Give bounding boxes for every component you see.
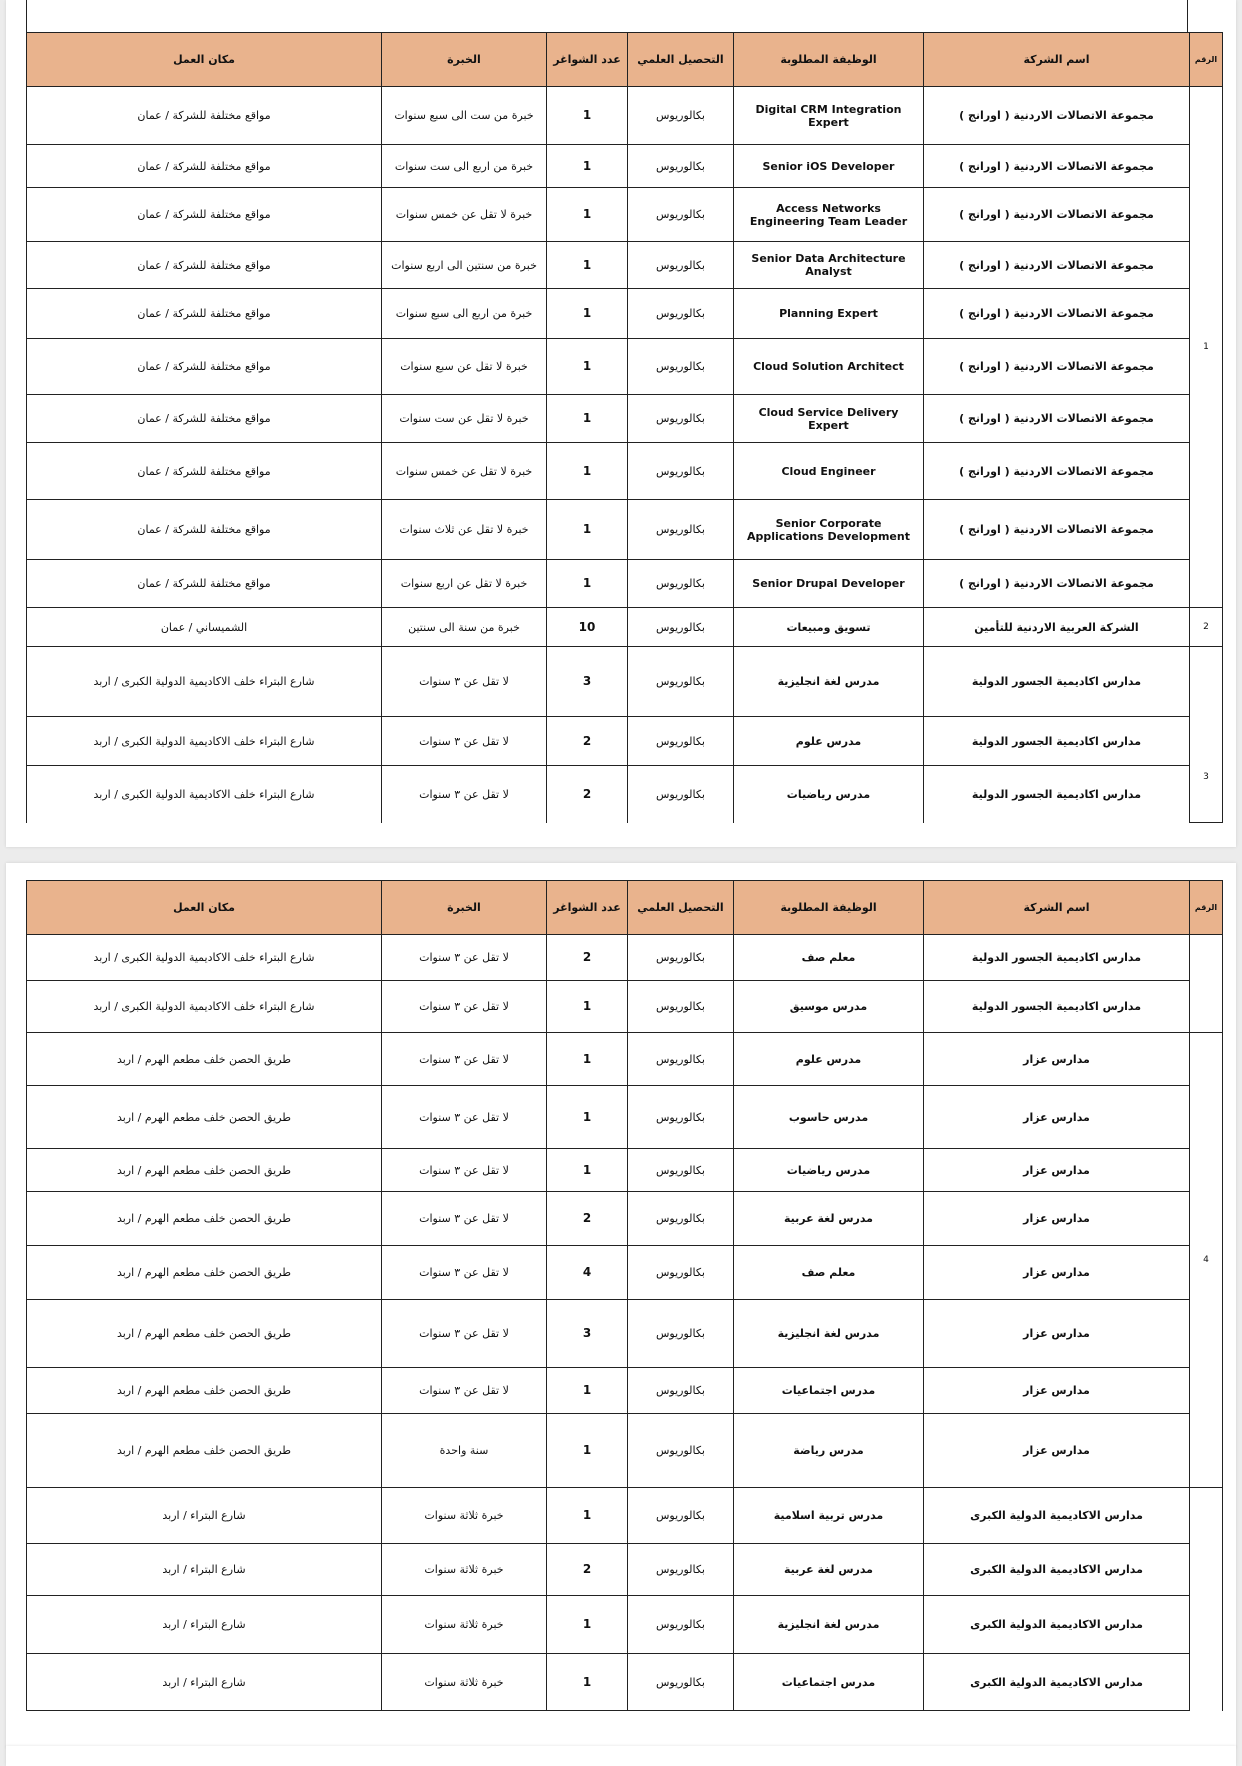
company-cell: مجموعة الاتصالات الاردنية ( اورانج ) (924, 87, 1190, 145)
company-cell: مجموعة الاتصالات الاردنية ( اورانج ) (924, 188, 1190, 242)
document-page-1 (6, 0, 1236, 847)
job-cell: Digital CRM Integration Expert (734, 87, 924, 145)
company-cell: مجموعة الاتصالات الاردنية ( اورانج ) (924, 242, 1190, 289)
experience-cell: لا تقل عن ٣ سنوات (382, 717, 547, 766)
job-cell: Senior Corporate Applications Development (734, 500, 924, 560)
experience-cell: خبرة من سنتين الى اربع سنوات (382, 242, 547, 289)
table-row (27, 1596, 1223, 1654)
location-cell: مواقع مختلفة للشركة / عمان (27, 560, 382, 608)
company-cell: مدارس اكاديمية الجسور الدولية (924, 717, 1190, 766)
header-education: التحصيل العلمي (628, 881, 734, 935)
location-cell: مواقع مختلفة للشركة / عمان (27, 395, 382, 443)
experience-cell: لا تقل عن ٣ سنوات (382, 1246, 547, 1300)
location-cell: مواقع مختلفة للشركة / عمان (27, 145, 382, 188)
header-vacancies: عدد الشواغر (547, 881, 628, 935)
company-cell: مدارس الاكاديمية الدولية الكبرى (924, 1544, 1190, 1596)
experience-cell: لا تقل عن ٣ سنوات (382, 766, 547, 823)
education-cell: بكالوريوس (628, 1544, 734, 1596)
group-index: 3 (1190, 647, 1223, 823)
experience-cell: خبرة لا تقل عن خمس سنوات (382, 443, 547, 500)
experience-cell: سنة واحدة (382, 1414, 547, 1488)
company-cell: مجموعة الاتصالات الاردنية ( اورانج ) (924, 443, 1190, 500)
education-cell: بكالوريوس (628, 443, 734, 500)
job-cell: مدرس تربية اسلامية (734, 1488, 924, 1544)
table-row (27, 1368, 1223, 1414)
header-experience: الخبرة (382, 881, 547, 935)
experience-cell: لا تقل عن ٣ سنوات (382, 935, 547, 981)
job-cell: مدرس رياضيات (734, 1149, 924, 1192)
education-cell: بكالوريوس (628, 766, 734, 823)
header-company: اسم الشركة (924, 881, 1190, 935)
company-cell: مدارس الاكاديمية الدولية الكبرى (924, 1596, 1190, 1654)
experience-cell: لا تقل عن ٣ سنوات (382, 1033, 547, 1086)
education-cell: بكالوريوس (628, 1654, 734, 1711)
location-cell: طريق الحصن خلف مطعم الهرم / اربد (27, 1149, 382, 1192)
company-cell: مدارس اكاديمية الجسور الدولية (924, 647, 1190, 717)
vacancies-cell: 3 (547, 1300, 628, 1368)
vacancies-cell: 1 (547, 1149, 628, 1192)
vacancies-cell: 10 (547, 608, 628, 647)
vacancies-cell: 1 (547, 1086, 628, 1149)
jobs-table-page-2 (26, 880, 1223, 1711)
experience-cell: خبرة من اربع الى سبع سنوات (382, 289, 547, 339)
vacancies-cell: 1 (547, 1414, 628, 1488)
location-cell: مواقع مختلفة للشركة / عمان (27, 443, 382, 500)
table-row (27, 443, 1223, 500)
header-index: الرقم (1190, 881, 1223, 935)
experience-cell: خبرة لا تقل عن اربع سنوات (382, 560, 547, 608)
location-cell: مواقع مختلفة للشركة / عمان (27, 242, 382, 289)
education-cell: بكالوريوس (628, 560, 734, 608)
vacancies-cell: 1 (547, 145, 628, 188)
header-location: مكان العمل (27, 881, 382, 935)
table-row (27, 1086, 1223, 1149)
vacancies-cell: 1 (547, 1488, 628, 1544)
job-cell: Access Networks Engineering Team Leader (734, 188, 924, 242)
location-cell: شارع البتراء خلف الاكاديمية الدولية الكبرى / اربد (27, 647, 382, 717)
vacancies-cell: 1 (547, 188, 628, 242)
location-cell: مواقع مختلفة للشركة / عمان (27, 289, 382, 339)
vacancies-cell: 1 (547, 500, 628, 560)
table-row (27, 1488, 1223, 1544)
experience-cell: خبرة ثلاثة سنوات (382, 1488, 547, 1544)
table-row (27, 1414, 1223, 1488)
table-row (27, 560, 1223, 608)
header-company: اسم الشركة (924, 33, 1190, 87)
location-cell: شارع البتراء خلف الاكاديمية الدولية الكبرى / اربد (27, 935, 382, 981)
table-row (27, 339, 1223, 395)
education-cell: بكالوريوس (628, 1033, 734, 1086)
education-cell: بكالوريوس (628, 289, 734, 339)
location-cell: شارع البتراء / اربد (27, 1654, 382, 1711)
job-cell: Cloud Service Delivery Expert (734, 395, 924, 443)
experience-cell: خبرة ثلاثة سنوات (382, 1544, 547, 1596)
job-cell: Senior iOS Developer (734, 145, 924, 188)
vacancies-cell: 4 (547, 1246, 628, 1300)
location-cell: طريق الحصن خلف مطعم الهرم / اربد (27, 1033, 382, 1086)
vacancies-cell: 2 (547, 935, 628, 981)
table-row (27, 1246, 1223, 1300)
education-cell: بكالوريوس (628, 1596, 734, 1654)
company-cell: مجموعة الاتصالات الاردنية ( اورانج ) (924, 145, 1190, 188)
vacancies-cell: 1 (547, 981, 628, 1033)
table-row (27, 717, 1223, 766)
document-page-3 (6, 1746, 1236, 1766)
group-index: 1 (1190, 87, 1223, 608)
job-cell: مدرس لغة عربية (734, 1192, 924, 1246)
job-cell: معلم صف (734, 1246, 924, 1300)
table-row (27, 188, 1223, 242)
location-cell: شارع البتراء خلف الاكاديمية الدولية الكبرى / اربد (27, 766, 382, 823)
company-cell: مدارس اكاديمية الجسور الدولية (924, 981, 1190, 1033)
company-cell: مدارس عزار (924, 1368, 1190, 1414)
table-row (27, 242, 1223, 289)
company-cell: مدارس عزار (924, 1246, 1190, 1300)
location-cell: شارع البتراء / اربد (27, 1544, 382, 1596)
company-cell: مدارس الاكاديمية الدولية الكبرى (924, 1654, 1190, 1711)
company-cell: مجموعة الاتصالات الاردنية ( اورانج ) (924, 289, 1190, 339)
education-cell: بكالوريوس (628, 1086, 734, 1149)
header-education: التحصيل العلمي (628, 33, 734, 87)
job-cell: Senior Data Architecture Analyst (734, 242, 924, 289)
experience-cell: لا تقل عن ٣ سنوات (382, 647, 547, 717)
job-cell: مدرس موسيق (734, 981, 924, 1033)
job-cell: مدرس رياضيات (734, 766, 924, 823)
header-job: الوظيفة المطلوبة (734, 881, 924, 935)
header-experience: الخبرة (382, 33, 547, 87)
vacancies-cell: 1 (547, 443, 628, 500)
experience-cell: خبرة لا تقل عن ثلاث سنوات (382, 500, 547, 560)
job-cell: مدرس اجتماعيات (734, 1368, 924, 1414)
company-cell: مدارس عزار (924, 1414, 1190, 1488)
experience-cell: خبرة من اربع الى ست سنوات (382, 145, 547, 188)
header-index: الرقم (1190, 33, 1223, 87)
location-cell: شارع البتراء / اربد (27, 1596, 382, 1654)
experience-cell: خبرة من سنة الى سنتين (382, 608, 547, 647)
education-cell: بكالوريوس (628, 242, 734, 289)
company-cell: مدارس الاكاديمية الدولية الكبرى (924, 1488, 1190, 1544)
job-cell: مدرس رياضة (734, 1414, 924, 1488)
company-cell: مدارس عزار (924, 1086, 1190, 1149)
job-cell: Cloud Solution Architect (734, 339, 924, 395)
table-header-row (27, 881, 1223, 935)
vacancies-cell: 1 (547, 289, 628, 339)
company-cell: مجموعة الاتصالات الاردنية ( اورانج ) (924, 339, 1190, 395)
job-cell: معلم صف (734, 935, 924, 981)
experience-cell: لا تقل عن ٣ سنوات (382, 1192, 547, 1246)
vacancies-cell: 3 (547, 647, 628, 717)
location-cell: طريق الحصن خلف مطعم الهرم / اربد (27, 1192, 382, 1246)
vacancies-cell: 2 (547, 766, 628, 823)
vacancies-cell: 1 (547, 1596, 628, 1654)
education-cell: بكالوريوس (628, 145, 734, 188)
job-cell: مدرس لغة انجليزية (734, 1300, 924, 1368)
table-row (27, 1300, 1223, 1368)
company-cell: مدارس عزار (924, 1033, 1190, 1086)
location-cell: طريق الحصن خلف مطعم الهرم / اربد (27, 1368, 382, 1414)
education-cell: بكالوريوس (628, 935, 734, 981)
vacancies-cell: 1 (547, 1368, 628, 1414)
header-location: مكان العمل (27, 33, 382, 87)
table-row (27, 1544, 1223, 1596)
location-cell: مواقع مختلفة للشركة / عمان (27, 339, 382, 395)
education-cell: بكالوريوس (628, 87, 734, 145)
group-index: 2 (1190, 608, 1223, 647)
location-cell: مواقع مختلفة للشركة / عمان (27, 188, 382, 242)
experience-cell: لا تقل عن ٣ سنوات (382, 1149, 547, 1192)
education-cell: بكالوريوس (628, 608, 734, 647)
company-cell: مدارس عزار (924, 1149, 1190, 1192)
table-row (27, 1192, 1223, 1246)
job-cell: مدرس اجتماعيات (734, 1654, 924, 1711)
location-cell: طريق الحصن خلف مطعم الهرم / اربد (27, 1414, 382, 1488)
education-cell: بكالوريوس (628, 395, 734, 443)
vacancies-cell: 2 (547, 1192, 628, 1246)
table-row (27, 1654, 1223, 1711)
education-cell: بكالوريوس (628, 1488, 734, 1544)
table-header-row (27, 33, 1223, 87)
vacancies-cell: 1 (547, 1033, 628, 1086)
vacancies-cell: 2 (547, 1544, 628, 1596)
vacancies-cell: 2 (547, 717, 628, 766)
company-cell: مجموعة الاتصالات الاردنية ( اورانج ) (924, 395, 1190, 443)
job-cell: مدرس حاسوب (734, 1086, 924, 1149)
experience-cell: خبرة من ست الى سبع سنوات (382, 87, 547, 145)
page-top-frame (26, 0, 1188, 32)
vacancies-cell: 1 (547, 560, 628, 608)
job-cell: مدرس علوم (734, 717, 924, 766)
table-row (27, 289, 1223, 339)
company-cell: مدارس اكاديمية الجسور الدولية (924, 766, 1190, 823)
company-cell: مجموعة الاتصالات الاردنية ( اورانج ) (924, 560, 1190, 608)
header-job: الوظيفة المطلوبة (734, 33, 924, 87)
location-cell: مواقع مختلفة للشركة / عمان (27, 500, 382, 560)
location-cell: مواقع مختلفة للشركة / عمان (27, 87, 382, 145)
job-cell: Senior Drupal Developer (734, 560, 924, 608)
location-cell: طريق الحصن خلف مطعم الهرم / اربد (27, 1086, 382, 1149)
education-cell: بكالوريوس (628, 1368, 734, 1414)
jobs-table-page-1 (26, 32, 1223, 823)
company-cell: الشركة العربية الاردنية للتأمين (924, 608, 1190, 647)
job-cell: مدرس لغة عربية (734, 1544, 924, 1596)
job-cell: مدرس لغة انجليزية (734, 647, 924, 717)
education-cell: بكالوريوس (628, 717, 734, 766)
experience-cell: خبرة ثلاثة سنوات (382, 1596, 547, 1654)
experience-cell: لا تقل عن ٣ سنوات (382, 981, 547, 1033)
education-cell: بكالوريوس (628, 188, 734, 242)
header-vacancies: عدد الشواغر (547, 33, 628, 87)
vacancies-cell: 1 (547, 242, 628, 289)
job-cell: تسويق ومبيعات (734, 608, 924, 647)
job-cell: Cloud Engineer (734, 443, 924, 500)
group-index (1190, 935, 1223, 1033)
experience-cell: خبرة لا تقل عن ست سنوات (382, 395, 547, 443)
document-page-2 (6, 863, 1236, 1748)
table-row (27, 935, 1223, 981)
education-cell: بكالوريوس (628, 1246, 734, 1300)
education-cell: بكالوريوس (628, 500, 734, 560)
experience-cell: خبرة ثلاثة سنوات (382, 1654, 547, 1711)
table-row (27, 1149, 1223, 1192)
experience-cell: لا تقل عن ٣ سنوات (382, 1368, 547, 1414)
experience-cell: لا تقل عن ٣ سنوات (382, 1086, 547, 1149)
table-row (27, 647, 1223, 717)
education-cell: بكالوريوس (628, 981, 734, 1033)
experience-cell: خبرة لا تقل عن خمس سنوات (382, 188, 547, 242)
education-cell: بكالوريوس (628, 1192, 734, 1246)
table-row (27, 1033, 1223, 1086)
company-cell: مدارس اكاديمية الجسور الدولية (924, 935, 1190, 981)
vacancies-cell: 1 (547, 339, 628, 395)
table-row (27, 981, 1223, 1033)
table-row (27, 608, 1223, 647)
group-index (1190, 1488, 1223, 1711)
location-cell: طريق الحصن خلف مطعم الهرم / اربد (27, 1246, 382, 1300)
vacancies-cell: 1 (547, 87, 628, 145)
vacancies-cell: 1 (547, 1654, 628, 1711)
table-row (27, 500, 1223, 560)
company-cell: مجموعة الاتصالات الاردنية ( اورانج ) (924, 500, 1190, 560)
job-cell: مدرس لغة انجليزية (734, 1596, 924, 1654)
location-cell: الشميساني / عمان (27, 608, 382, 647)
table-row (27, 87, 1223, 145)
location-cell: شارع البتراء خلف الاكاديمية الدولية الكبرى / اربد (27, 981, 382, 1033)
table-row (27, 766, 1223, 823)
education-cell: بكالوريوس (628, 1149, 734, 1192)
group-index: 4 (1190, 1033, 1223, 1488)
location-cell: شارع البتراء خلف الاكاديمية الدولية الكبرى / اربد (27, 717, 382, 766)
vacancies-cell: 1 (547, 395, 628, 443)
education-cell: بكالوريوس (628, 1300, 734, 1368)
company-cell: مدارس عزار (924, 1300, 1190, 1368)
company-cell: مدارس عزار (924, 1192, 1190, 1246)
job-cell: Planning Expert (734, 289, 924, 339)
table-row (27, 145, 1223, 188)
location-cell: شارع البتراء / اربد (27, 1488, 382, 1544)
education-cell: بكالوريوس (628, 339, 734, 395)
education-cell: بكالوريوس (628, 647, 734, 717)
location-cell: طريق الحصن خلف مطعم الهرم / اربد (27, 1300, 382, 1368)
job-cell: مدرس علوم (734, 1033, 924, 1086)
experience-cell: خبرة لا تقل عن سبع سنوات (382, 339, 547, 395)
experience-cell: لا تقل عن ٣ سنوات (382, 1300, 547, 1368)
education-cell: بكالوريوس (628, 1414, 734, 1488)
table-row (27, 395, 1223, 443)
